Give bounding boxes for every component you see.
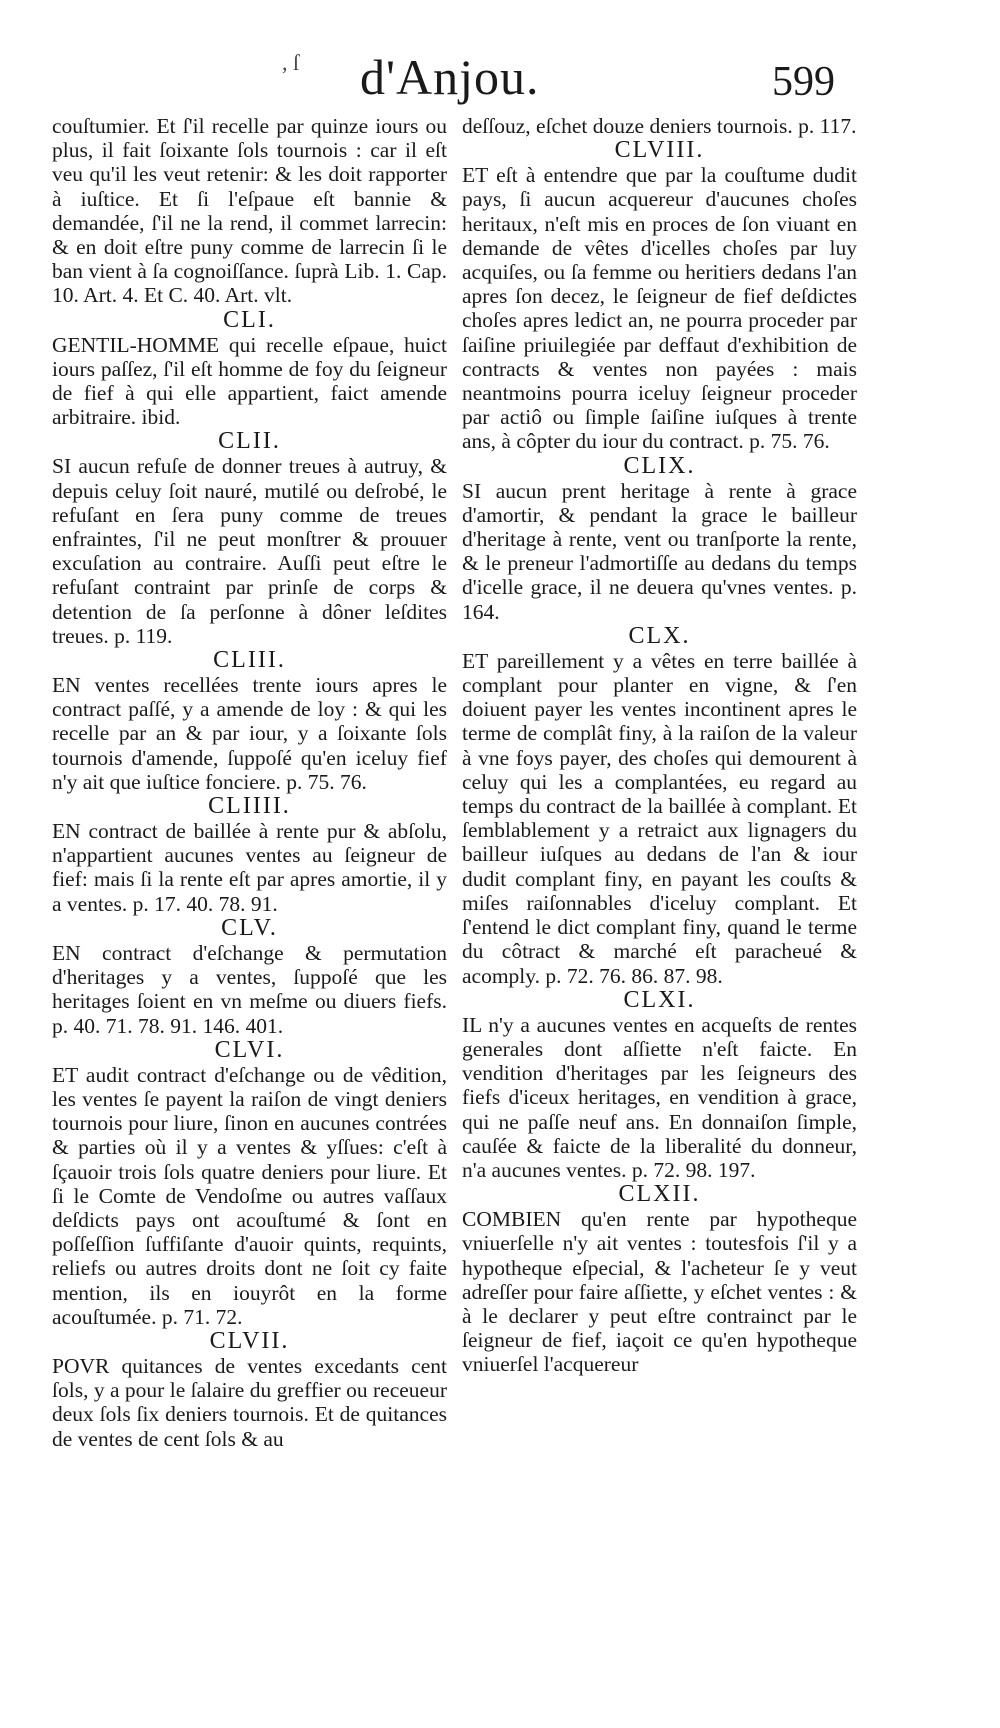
article-paragraph: IL n'y a aucunes ventes en acqueſts de rentes generales dont aſſiette n'eſt faicte. En vendition d'heritages par les ſeigneurs des fiefs d'iceux heritages, en vendition à grace, qui ne paſſe neuf ans. En donnaiſon ſimple, cauſée & faicte de la liberalité du donneur, n'a aucunes ventes. p. 72. 98. 197. xyxy=(462,1012,857,1182)
article-paragraph: SI aucun refuſe de donner treues à autruy, & depuis celuy ſoit nauré, mutilé ou deſrobé, le refuſant en ſera puny comme de treues enfraintes, ſ'il ne peut monſtrer & prouuer excuſation au contraire. Auſſi peut eſtre le refuſant contraint par prinſe de corps & detention de ſa perſonne à dôner leſdites treues. p. 119. xyxy=(52,454,447,648)
article-heading: CLXI. xyxy=(623,986,696,1013)
article-paragraph: EN contract de baillée à rente pur & abſolu, n'appartient aucunes ventes au ſeigneur de fief: mais ſi la rente eſt par apres amortie, il y a ventes. p. 17. 40. 78. 91. xyxy=(52,819,447,916)
article-paragraph: ET pareillement y a vêtes en terre baillée à complant pour planter en vigne, & ſ'en doiuent payer les ventes incontinent apres le terme de complât finy, à la raiſon de la valeur à vne foys payer, des choſes qui demourent à celuy qui les a complantées, eu regard au temps du contract de la baillée à complant. Et ſemblablement y a retraict aux lignagers du bailleur iuſques au dedans de l'an & iour dudit complant finy, en payant les couſts & miſes raiſonnables d'iceluy complant. Et ſ'entend le dict complant finy, quand le terme du côtract & marché eſt paracheué & acomply. p. 72. 76. 86. 87. 98. xyxy=(462,648,857,988)
article-heading: CLXII. xyxy=(618,1181,701,1208)
article-paragraph: GENTIL-HOMME qui recelle eſpaue, huict iours paſſez, ſ'il eſt homme de foy du ſeigneur de fief à qui elle appartient, faict amende arbitraire. ibid. xyxy=(52,332,447,430)
article-heading: CLIII. xyxy=(213,647,286,674)
article-paragraph: SI aucun prent heritage à rente à grace d'amortir, & pendant la grace le bailleur d'heritage à rente, vent ou tranſporte la rente, & le preneur l'admortiſſe au dedans du temps d'icelle grace, il ne deuera qu'vnes ventes. p. 164. xyxy=(462,478,857,624)
page-number: 599 xyxy=(772,59,835,105)
printer-mark: , ſ xyxy=(282,50,300,75)
article-heading: CLIIII. xyxy=(208,793,291,820)
article-paragraph: COMBIEN qu'en rente par hypotheque vniuerſelle n'y ait ventes : toutesfois ſ'il y a hypotheque eſpecial, & l'acheteur ſe y veut adreſſer pour faire aſſiette, y eſchet ventes : & à le declarer y peut eſtre contrainct par le ſeigneur de fief, iaçoit ce qu'en hypotheque vniuerſel l'acquereur xyxy=(462,1207,857,1377)
article-paragraph: ET eſt à entendre que par la couſtume dudit pays, ſi aucun acquereur d'aucunes choſes heritaux, n'eſt mis en proces de ſon viuant en demande de vêtes d'icelles choſes par luy acquiſes, ou ſa femme ou heritiers dedans l'an apres ſon decez, le ſeigneur de fief deſdictes choſes apres ledict an, ne pourra proceder par ſaiſine priuilegiée par deffaut d'exhibition de contracts & ventes non payées : mais neantmoins pourra iceluy ſeigneur proceder par actiô ou ſimple ſaiſine iuſques à trente ans, à côpter du iour du contract. p. 75. 76. xyxy=(462,163,857,454)
left-column xyxy=(52,114,447,1451)
article-heading: CLVIII. xyxy=(614,137,705,164)
article-heading: CLV. xyxy=(221,914,278,941)
article-paragraph: EN contract d'eſchange & permutation d'heritages y a ventes, ſuppoſé que les heritages ſoient en vn meſme ou diuers fiefs. p. 40. 71. 78. 91. 146. 401. xyxy=(52,940,447,1038)
article-paragraph: couſtumier. Et ſ'il recelle par quinze iours ou plus, il fait ſoixante ſols tournois : car il eſt veu qu'il les veut retenir: & les doit rapporter à iuſtice. Et ſi l'eſpaue eſt bannie & demandée, ſ'il ne la rend, il commet larrecin: & en doit eſtre puny comme de larrecin ſi le ban vient à ſa cognoiſſance. ſuprà Lib. 1. Cap. 10. Art. 4. Et C. 40. Art. vlt. xyxy=(52,114,447,308)
article-heading: CLI. xyxy=(223,306,276,333)
article-heading: CLVII. xyxy=(209,1327,290,1354)
article-heading: CLII. xyxy=(218,428,281,455)
running-head xyxy=(0,48,1000,118)
article-heading: CLX. xyxy=(628,622,691,649)
right-column xyxy=(462,114,857,1377)
page-title: d'Anjou. xyxy=(360,49,540,105)
article-paragraph: EN ventes recellées trente iours apres le contract paſſé, y a amende de loy : & qui les recelle par an & par iour, y a ſoixante ſols tournois d'amende, ſuppoſé qu'en iceluy fief n'y ait que iuſtice fonciere. p. 75. 76. xyxy=(52,673,447,794)
article-heading: CLIX. xyxy=(623,452,696,479)
article-paragraph: ET audit contract d'eſchange ou de vêdition, les ventes ſe payent la raiſon de vingt deniers tournois pour liure, ſinon en aucunes contrées & parties où il y a ventes & yſſues: c'eſt à ſçauoir trois ſols quatre deniers pour liure. Et ſi le Comte de Vendoſme ou autres vaſſaux deſdicts pays ont acouſtumé & ſont en poſſeſſion ſuffiſante d'auoir quints, requints, reliefs ou autres droits dont ne ſoit cy faite mention, ils en iouyrôt en la forme acouſtumée. p. 71. 72. xyxy=(52,1062,447,1329)
article-heading: CLVI. xyxy=(214,1036,285,1063)
article-paragraph: POVR quitances de ventes excedants cent ſols, y a pour le ſalaire du greffier ou receueur deux ſols ſix deniers tournois. Et de quitances de ventes de cent ſols & au xyxy=(52,1353,447,1451)
article-paragraph: deſſouz, eſchet douze deniers tournois. p. 117. xyxy=(462,114,857,138)
